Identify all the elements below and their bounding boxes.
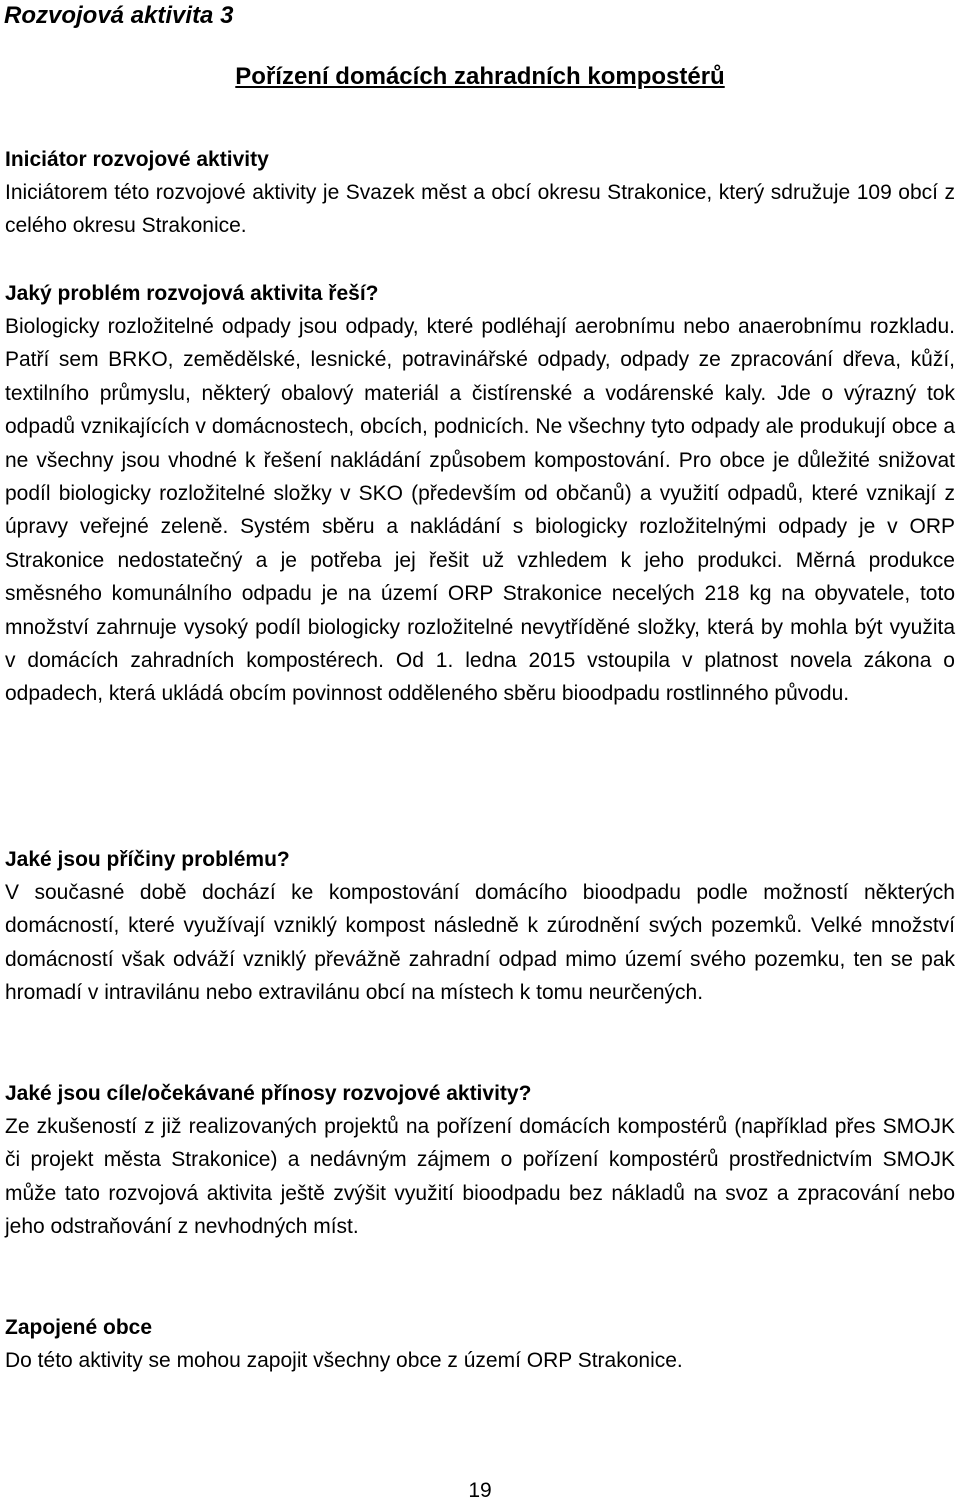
section-causes: [5, 843, 955, 1010]
section-heading: Zapojené obce: [5, 1316, 153, 1339]
section-problem: [5, 277, 955, 711]
section-goals: [5, 1077, 955, 1244]
section-municipalities: [5, 1311, 955, 1377]
section-heading: Jaký problém rozvojová aktivita řeší?: [5, 282, 379, 305]
section-body: V současné době dochází ke kompostování domácího bioodpadu podle možností některých domácností, které využívají vzniklý kompost následně k zúrodnění svých pozemků. Velké množství domácností však odváží vzniklý převážně zahradní odpad mimo území svého pozemku, ten se pak hromadí v intravilánu nebo extravilánu obcí na místech k tomu neurčených.: [5, 881, 955, 1005]
section-body: Ze zkušeností z již realizovaných projektů na pořízení domácích kompostérů (například přes SMOJK či projekt města Strakonice) a nedávným zájmem o pořízení kompostérů prostřednictvím SMOJK může tato rozvojová aktivita ještě zvýšit využití bioodpadu bez nákladů na svoz a zpracování nebo jeho odstraňování z nevhodných míst.: [5, 1115, 955, 1239]
section-heading: Jaké jsou cíle/očekávané přínosy rozvojové aktivity?: [5, 1082, 532, 1105]
section-heading: Iniciátor rozvojové aktivity: [5, 148, 269, 171]
section-body: Iniciátorem této rozvojové aktivity je Svazek měst a obcí okresu Strakonice, který sdružuje 109 obcí z celého okresu Strakonice.: [5, 181, 955, 238]
section-initiator: [5, 143, 955, 243]
section-heading: Jaké jsou příčiny problému?: [5, 848, 290, 871]
page-number: 19: [468, 1479, 492, 1502]
document-title: Pořízení domácích zahradních kompostérů: [235, 63, 725, 90]
section-body: Do této aktivity se mohou zapojit všechny obce z území ORP Strakonice.: [5, 1349, 683, 1372]
activity-label: Rozvojová aktivita 3: [4, 2, 234, 29]
section-body: Biologicky rozložitelné odpady jsou odpady, které podléhají aerobnímu nebo anaerobnímu rozkladu. Patří sem BRKO, zemědělské, lesnické, potravinářské odpady, odpady ze zpracování dřeva, kůží, textilního průmyslu, některý obalový materiál a čistírenské a vodárenské kaly. Jde o výrazný tok odpadů vznikajících v domácnostech, obcích, podnicích. Ne všechny tyto odpady ale produkují obce a ne všechny jsou vhodné k řešení nakládání způsobem kompostování. Pro obce je důležité snižovat podíl biologicky rozložitelné složky v SKO (především od občanů) a využití odpadů, které vznikají z úpravy veřejné zeleně. Systém sběru a nakládání s biologicky rozložitelnými odpady je v ORP Strakonice nedostatečný a je potřeba jej řešit už vzhledem k jeho produkci. Měrná produkce směsného komunálního odpadu je na území ORP Strakonice necelých 218 kg na obyvatele, toto množství zahrnuje vysoký podíl biologicky rozložitelné nevytříděné složky, která by mohla být využita v domácích zahradních kompostérech. Od 1. ledna 2015 vstoupila v platnost novela zákona o odpadech, která ukládá obcím povinnost odděleného sběru bioodpadu rostlinného původu.: [5, 315, 955, 706]
